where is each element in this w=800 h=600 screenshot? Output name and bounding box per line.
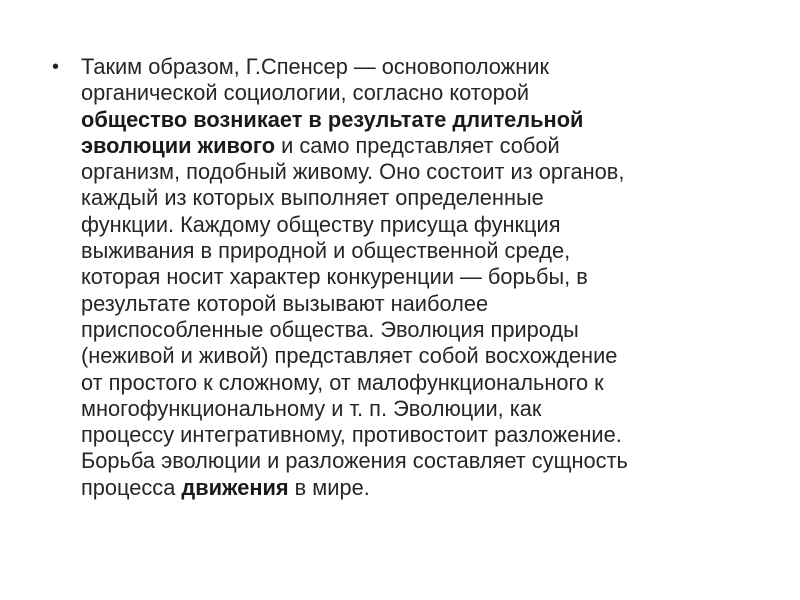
text-segment: процесса xyxy=(81,474,182,500)
text-line xyxy=(81,185,770,211)
text-line xyxy=(81,291,770,317)
text-segment: и само представляет собой xyxy=(275,132,560,158)
text-segment: приспособленные общества. Эволюция природы xyxy=(81,316,579,342)
text-line xyxy=(81,475,770,501)
text-segment: выживания в природной и общественной среде, xyxy=(81,238,571,264)
bullet-marker: • xyxy=(52,56,60,78)
text-segment: многофункциональному и т. п. Эволюции, как xyxy=(81,395,542,421)
text-line xyxy=(81,317,770,343)
text-line xyxy=(81,212,770,238)
text-segment: каждый из которых выполняет определенные xyxy=(81,185,544,211)
text-segment: Таким образом, Г.Спенсер — основоположник xyxy=(81,54,549,79)
bold-text: общество возникает в результате длительной xyxy=(81,106,584,132)
text-segment: в мире. xyxy=(288,474,370,500)
text-segment: которая носит характер конкуренции — борьбы, в xyxy=(81,264,588,290)
text-segment: процессу интегративному, противостоит разложение. xyxy=(81,422,622,448)
text-line xyxy=(81,448,770,474)
text-segment: организм, подобный живому. Оно состоит из органов, xyxy=(81,159,625,185)
text-line xyxy=(81,54,770,80)
bullet-item xyxy=(50,54,770,501)
text-line xyxy=(81,264,770,290)
text-line xyxy=(81,80,770,106)
bullet-list xyxy=(50,54,770,501)
text-segment: (неживой и живой) представляет собой восхождение xyxy=(81,343,618,369)
text-line xyxy=(81,396,770,422)
text-segment: результате которой вызывают наиболее xyxy=(81,290,489,316)
paragraph-text xyxy=(81,54,770,501)
text-segment: функции. Каждому обществу присуща функция xyxy=(81,211,561,237)
text-line xyxy=(81,238,770,264)
text-line xyxy=(81,370,770,396)
bold-text: движения xyxy=(181,474,289,500)
text-line xyxy=(81,422,770,448)
text-segment: Борьба эволюции и разложения составляет сущность xyxy=(81,448,628,474)
text-line xyxy=(81,343,770,369)
text-line xyxy=(81,159,770,185)
bold-text: эволюции живого xyxy=(81,132,276,158)
text-line xyxy=(81,107,770,133)
text-segment: органической социологии, согласно которой xyxy=(81,80,530,106)
text-line xyxy=(81,133,770,159)
text-segment: от простого к сложному, от малофункционального к xyxy=(81,369,604,395)
